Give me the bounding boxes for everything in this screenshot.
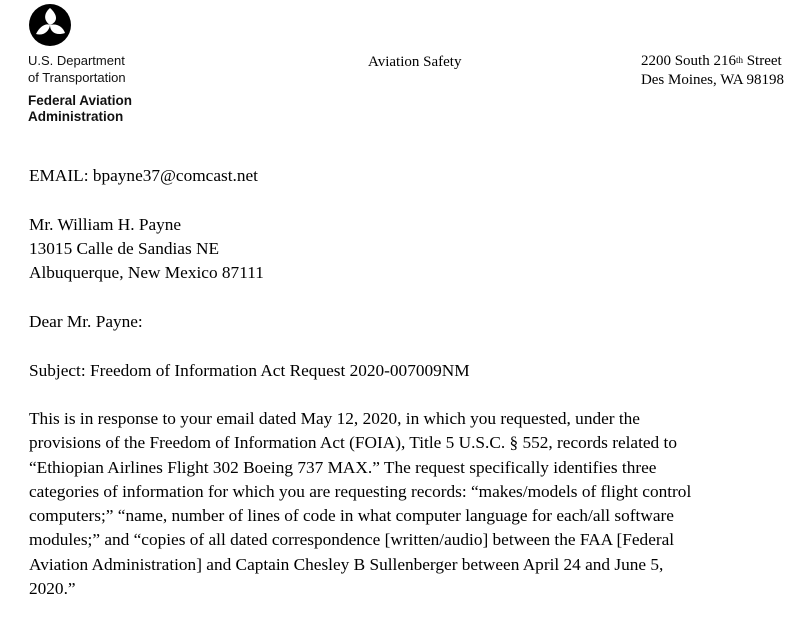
body-paragraph (29, 407, 799, 601)
body-line: provisions of the Freedom of Information Act (FOIA), Title 5 U.S.C. § 552, records related to (29, 433, 677, 453)
agency-block (28, 52, 132, 125)
body-line: computers;” “name, number of lines of code in what computer language for each/all software (29, 506, 674, 526)
body-line: Aviation Administration] and Captain Chesley B Sullenberger between April 24 and June 5, (29, 554, 664, 574)
body-line: This is in response to your email dated May 12, 2020, in which you requested, under the (29, 409, 640, 428)
office-address (641, 52, 784, 90)
office-name: Aviation Safety (368, 54, 462, 70)
address-street (641, 52, 784, 71)
salutation: Dear Mr. Payne: (29, 312, 143, 331)
recipient-name: Mr. William H. Payne (29, 215, 182, 234)
email-line: EMAIL: bpayne37@comcast.net (29, 166, 258, 185)
address-street-sup: th (735, 55, 743, 65)
body-line: 2020.” (29, 579, 76, 599)
address-street-pre: 2200 South 216 (640, 53, 736, 69)
dept-line-1: U.S. Department (28, 53, 125, 68)
recipient-street: 13015 Calle de Sandias NE (29, 239, 220, 258)
agency-line-1: Federal Aviation (28, 93, 133, 108)
subject-line: Subject: Freedom of Information Act Request 2020-007009NM (29, 361, 470, 380)
address-street-post: Street (742, 53, 782, 69)
body-line: “Ethiopian Airlines Flight 302 Boeing 737 MAX.” The request specifically identifies three (29, 457, 657, 477)
body-line: modules;” and “copies of all dated correspondence [written/audio] between the FAA [Federal (29, 530, 675, 550)
body-line: categories of information for which you are requesting records: “makes/models of flight control (29, 481, 692, 501)
recipient-city: Albuquerque, New Mexico 87111 (29, 263, 264, 282)
dot-triskelion-logo-icon (28, 3, 72, 47)
agency-line-2: Administration (28, 109, 124, 124)
address-city: Des Moines, WA 98198 (640, 72, 784, 88)
dept-line-2: of Transportation (28, 70, 126, 85)
